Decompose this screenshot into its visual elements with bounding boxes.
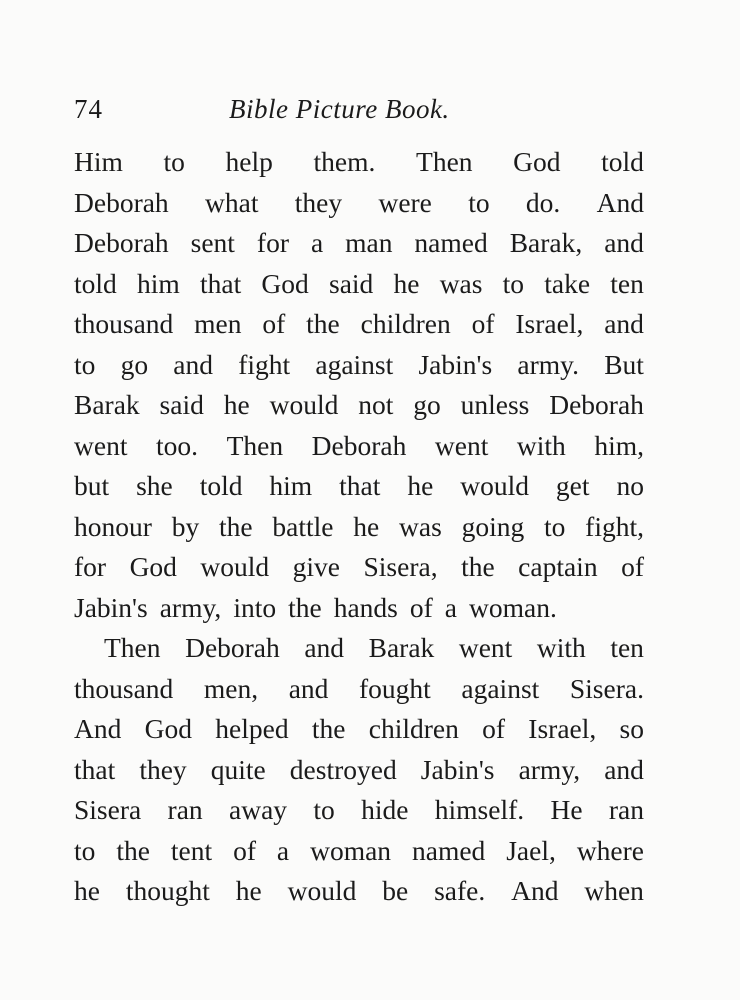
word: and bbox=[604, 227, 644, 258]
word: she bbox=[136, 470, 173, 501]
word: no bbox=[616, 470, 644, 501]
word: to bbox=[468, 186, 490, 218]
word: unless bbox=[460, 389, 530, 420]
word: fought bbox=[359, 672, 431, 704]
word: told bbox=[601, 146, 644, 177]
text-line bbox=[74, 466, 644, 507]
word: give bbox=[292, 551, 341, 582]
word: a bbox=[310, 227, 324, 258]
text-line bbox=[74, 183, 644, 224]
word: ran bbox=[167, 794, 203, 825]
text-line bbox=[74, 547, 644, 588]
word: Him bbox=[74, 146, 123, 177]
body-text bbox=[74, 142, 644, 912]
word: with bbox=[536, 632, 586, 663]
word: he bbox=[223, 389, 250, 420]
word: against bbox=[315, 348, 394, 380]
word: to bbox=[163, 146, 185, 177]
word: go bbox=[120, 348, 149, 380]
word: But bbox=[604, 348, 644, 380]
word: to bbox=[502, 267, 525, 299]
word: would bbox=[287, 875, 357, 906]
word: went bbox=[434, 429, 489, 461]
text-line bbox=[74, 669, 644, 710]
word: of bbox=[482, 713, 506, 744]
word: named bbox=[414, 227, 488, 258]
word: the bbox=[218, 510, 253, 542]
word: told bbox=[74, 267, 117, 299]
word: Israel, bbox=[528, 713, 597, 744]
word: Deborah bbox=[74, 227, 169, 258]
word: too. bbox=[156, 429, 199, 461]
word: Then bbox=[416, 146, 473, 177]
word: for bbox=[74, 551, 107, 582]
word: children bbox=[368, 713, 459, 744]
word: the bbox=[288, 591, 322, 623]
word: and bbox=[288, 672, 329, 704]
text-line bbox=[74, 588, 644, 629]
word: captain bbox=[518, 551, 598, 582]
word: He bbox=[550, 794, 583, 825]
word: would bbox=[200, 551, 270, 582]
word: that bbox=[339, 470, 381, 501]
word: army. bbox=[517, 348, 579, 380]
word: himself. bbox=[434, 794, 525, 825]
word: with bbox=[516, 429, 566, 461]
word: away bbox=[229, 794, 288, 825]
page-number: 74 bbox=[74, 94, 103, 124]
word: where bbox=[576, 834, 644, 866]
word: to bbox=[543, 510, 566, 542]
word: he bbox=[353, 510, 380, 542]
word: honour bbox=[74, 510, 152, 542]
word: get bbox=[555, 470, 590, 501]
word: would bbox=[269, 389, 339, 420]
word: thousand bbox=[74, 308, 174, 339]
word: And bbox=[596, 186, 644, 218]
word: help bbox=[225, 146, 273, 177]
word: and bbox=[173, 348, 214, 380]
word: quite bbox=[210, 753, 266, 785]
word: said bbox=[329, 267, 374, 299]
text-line bbox=[74, 223, 644, 264]
word: against bbox=[461, 672, 540, 704]
word: be bbox=[382, 875, 409, 906]
word: he bbox=[393, 267, 420, 299]
word: men, bbox=[203, 672, 259, 704]
word: going bbox=[461, 510, 525, 542]
word: fight, bbox=[585, 510, 644, 542]
text-line bbox=[74, 750, 644, 791]
page-header bbox=[74, 84, 644, 134]
word: Jabin's bbox=[420, 753, 495, 785]
paragraph bbox=[74, 142, 644, 628]
word: that bbox=[74, 753, 116, 785]
word: Then bbox=[104, 632, 161, 663]
word: was bbox=[439, 267, 483, 299]
word: said bbox=[159, 389, 204, 420]
word: he bbox=[74, 875, 100, 906]
word: of bbox=[409, 591, 433, 623]
word: hide bbox=[361, 794, 409, 825]
word: of bbox=[233, 834, 256, 866]
word: they bbox=[294, 186, 343, 218]
word: Barak, bbox=[509, 227, 583, 258]
word: ran bbox=[608, 794, 644, 825]
word: Jabin's bbox=[418, 348, 493, 380]
text-line bbox=[74, 304, 644, 345]
word: fight bbox=[238, 348, 291, 380]
word: God bbox=[261, 267, 309, 299]
word: thought bbox=[125, 875, 210, 906]
word: army, bbox=[159, 591, 222, 623]
word: tent bbox=[170, 834, 213, 866]
word: into bbox=[233, 591, 277, 623]
word: And bbox=[511, 875, 559, 906]
word: hands bbox=[333, 591, 398, 623]
word: they bbox=[139, 753, 187, 785]
word: named bbox=[411, 834, 486, 866]
text-line bbox=[74, 790, 644, 831]
word: and bbox=[304, 632, 345, 663]
word: not bbox=[358, 389, 394, 420]
word: of bbox=[262, 308, 286, 339]
word: destroyed bbox=[289, 753, 397, 785]
word: woman. bbox=[469, 591, 557, 623]
word: do. bbox=[525, 186, 561, 218]
word: him, bbox=[594, 429, 644, 461]
word: Sisera bbox=[74, 794, 142, 825]
word: God bbox=[144, 713, 193, 744]
text-line bbox=[74, 385, 644, 426]
word: them. bbox=[313, 146, 376, 177]
word: were bbox=[378, 186, 432, 218]
word: to bbox=[74, 834, 96, 866]
word: the bbox=[306, 308, 340, 339]
word: go bbox=[413, 389, 441, 420]
text-line bbox=[74, 507, 644, 548]
word: so bbox=[619, 713, 644, 744]
word: man bbox=[345, 227, 393, 258]
word: helped bbox=[215, 713, 289, 744]
word: him bbox=[269, 470, 313, 501]
word: for bbox=[256, 227, 289, 258]
word: him bbox=[136, 267, 180, 299]
word: God bbox=[513, 146, 561, 177]
word: and bbox=[604, 753, 644, 785]
word: children bbox=[360, 308, 451, 339]
word: the bbox=[116, 834, 150, 866]
word: Jael, bbox=[506, 834, 556, 866]
text-line bbox=[74, 709, 644, 750]
word: Deborah bbox=[549, 389, 644, 420]
text-line bbox=[74, 831, 644, 872]
word: went bbox=[458, 632, 513, 663]
word: Deborah bbox=[185, 632, 280, 663]
word: and bbox=[604, 308, 644, 339]
word: Deborah bbox=[74, 186, 169, 218]
text-line bbox=[74, 264, 644, 305]
word: a bbox=[444, 591, 458, 623]
word: take bbox=[544, 267, 591, 299]
word: to bbox=[74, 348, 96, 380]
word: was bbox=[399, 510, 442, 542]
word: would bbox=[460, 470, 529, 501]
word: God bbox=[129, 551, 177, 582]
word: the bbox=[461, 551, 495, 582]
word: And bbox=[74, 713, 122, 744]
word: ten bbox=[610, 632, 644, 663]
word: Jabin's bbox=[74, 591, 148, 623]
word: he bbox=[407, 470, 434, 501]
word: he bbox=[235, 875, 262, 906]
word: safe. bbox=[434, 875, 486, 906]
word: army, bbox=[518, 753, 581, 785]
word: by bbox=[171, 510, 200, 542]
word: that bbox=[199, 267, 242, 299]
word: the bbox=[311, 713, 346, 744]
word: went bbox=[74, 429, 128, 461]
word: of bbox=[621, 551, 644, 582]
word: sent bbox=[190, 227, 235, 258]
text-line bbox=[74, 142, 644, 183]
word: Barak bbox=[74, 389, 140, 420]
word: to bbox=[313, 794, 335, 825]
word: Deborah bbox=[311, 429, 407, 461]
word: Sisera, bbox=[363, 551, 438, 582]
text-line bbox=[74, 345, 644, 386]
text-line bbox=[74, 628, 644, 669]
word: woman bbox=[310, 834, 392, 866]
word: thousand bbox=[74, 672, 174, 704]
word: what bbox=[205, 186, 259, 218]
word: Sisera. bbox=[569, 672, 644, 704]
word: but bbox=[74, 470, 110, 501]
word: when bbox=[584, 875, 644, 906]
word: men bbox=[194, 308, 242, 339]
word: Then bbox=[226, 429, 284, 461]
word: a bbox=[276, 834, 290, 866]
text-line bbox=[74, 871, 644, 912]
word: battle bbox=[272, 510, 334, 542]
text-line bbox=[74, 426, 644, 467]
word: of bbox=[471, 308, 495, 339]
paragraph bbox=[74, 628, 644, 912]
word: Barak bbox=[368, 632, 435, 663]
word: told bbox=[199, 470, 243, 501]
word: ten bbox=[610, 267, 644, 299]
running-title: Bible Picture Book. bbox=[229, 94, 450, 124]
word: Israel, bbox=[515, 308, 584, 339]
